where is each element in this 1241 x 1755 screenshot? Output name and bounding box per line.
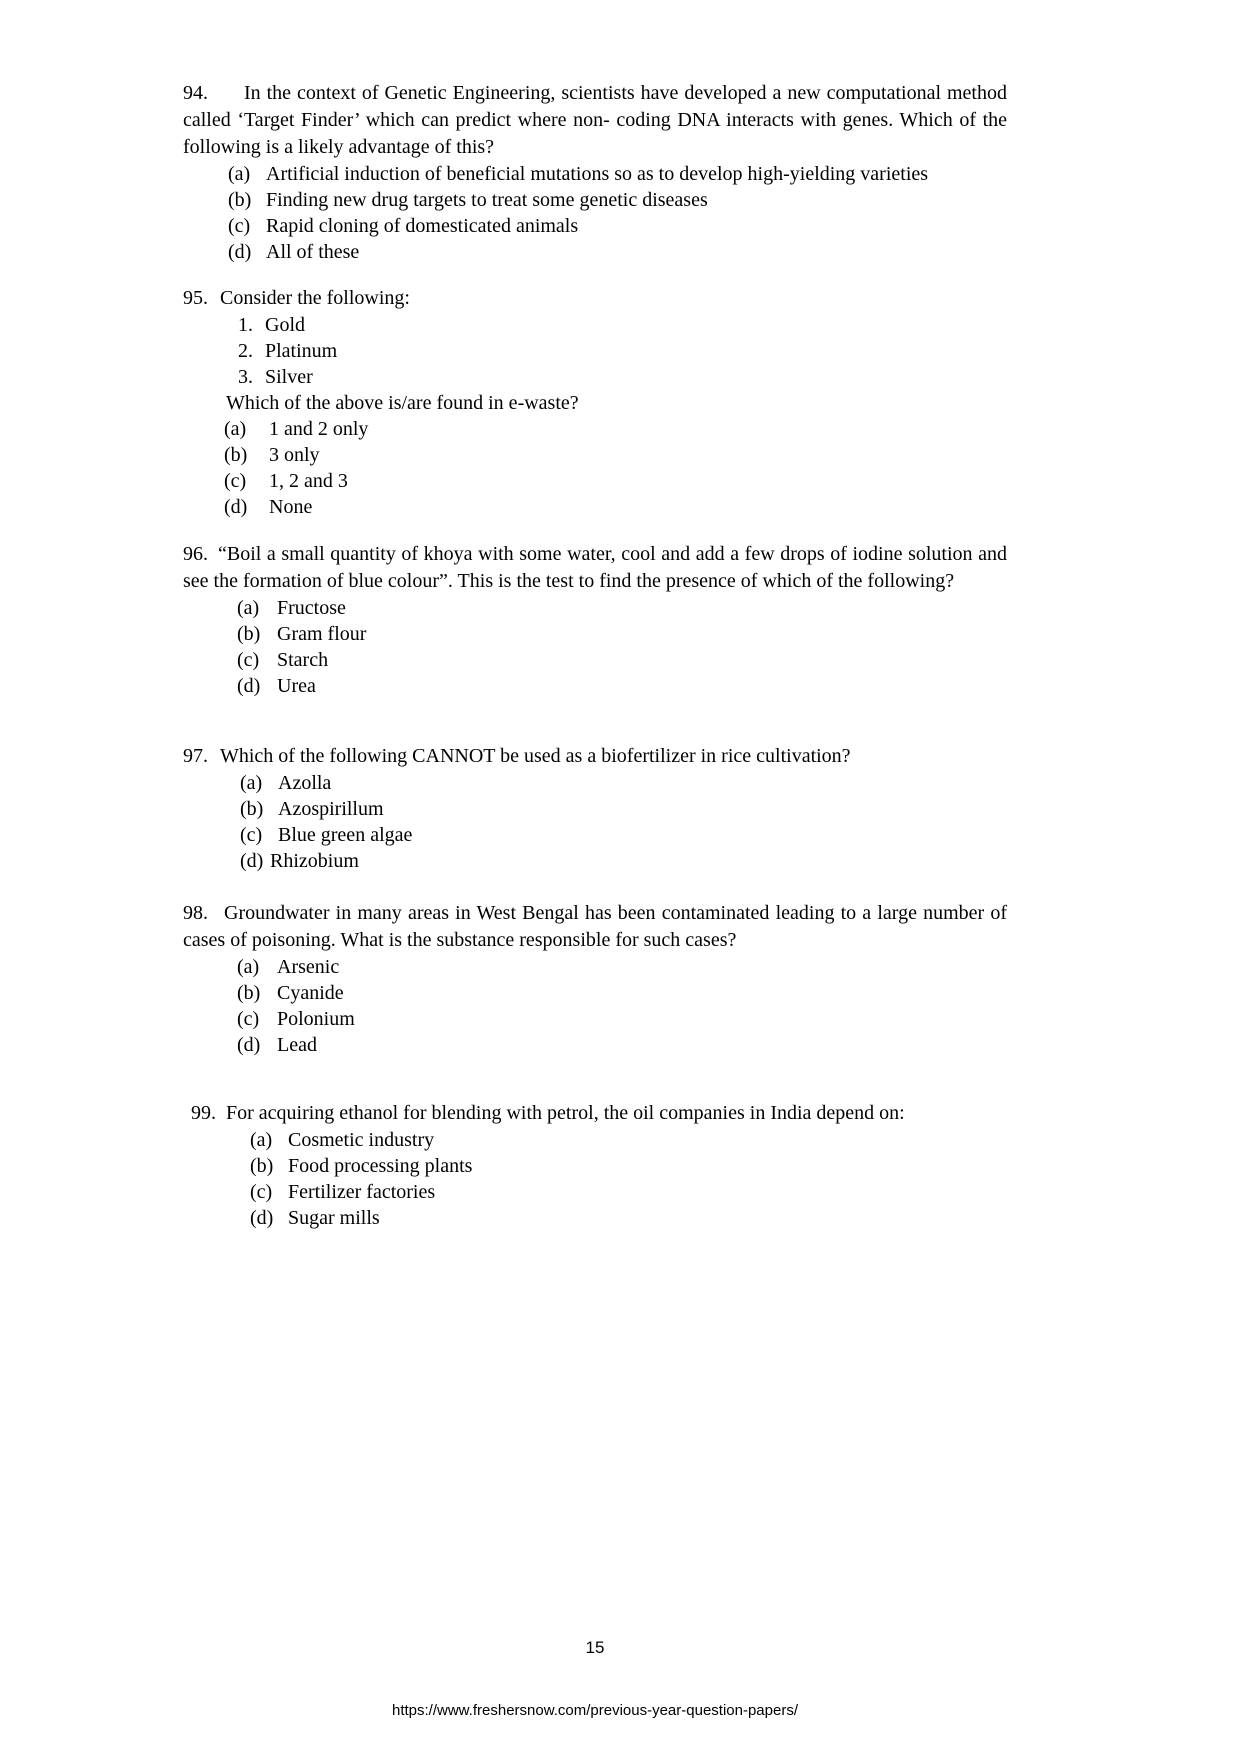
option-b [228,187,1007,213]
question-number: 95. [183,287,208,309]
option-c [224,468,1007,494]
option-b [240,796,1007,822]
option-text: Polonium [277,1008,355,1030]
list-item-3 [238,364,1007,390]
option-label: (d) [240,850,264,872]
list-item-label: 1. [238,314,253,336]
option-label: (a) [224,418,247,440]
option-d [240,848,1007,874]
option-a [224,416,1007,442]
option-d [237,1032,1007,1058]
question-body: “Boil a small quantity of khoya with some water, cool and add a few drops of iodine solution and see the formation of blue colour”. This is the test to find the presence of which of the following? [183,543,1007,592]
option-a [240,770,1007,796]
list-item-label: 3. [238,366,253,388]
option-c [228,213,1007,239]
question-98 [183,900,1007,1058]
question-99 [191,1100,1007,1231]
question-96 [183,541,1007,699]
option-label: (d) [237,1034,261,1056]
option-text: Rapid cloning of domesticated animals [266,215,579,237]
number-gap [208,918,224,919]
option-label: (b) [240,798,264,820]
list-item-label: 2. [238,340,253,362]
option-label: (a) [250,1129,273,1151]
question-96-text [183,541,1007,595]
option-c [237,1006,1007,1032]
question-98-text [183,900,1007,954]
question-number: 98. [183,902,208,924]
question-98-options [183,954,1007,1058]
option-label: (b) [237,623,261,645]
option-text: Food processing plants [288,1155,473,1177]
option-label: (c) [237,649,260,671]
option-text: Rhizobium [270,850,359,872]
option-label: (a) [228,163,251,185]
question-94-options [183,161,1007,265]
footer-url-link[interactable]: https://www.freshersnow.com/previous-year-question-papers/ [391,1702,798,1719]
option-label: (b) [228,189,252,211]
option-text: Arsenic [277,956,340,978]
option-label: (b) [237,982,261,1004]
option-label: (c) [224,470,247,492]
option-a [250,1127,1007,1153]
option-d [250,1205,1007,1231]
option-text: Artificial induction of beneficial mutations so as to develop high-yielding varieties [266,163,929,185]
list-item-text: Silver [265,366,313,388]
question-99-text [191,1100,1007,1127]
number-gap [208,303,220,304]
question-94-text [183,80,1007,161]
option-text: All of these [266,241,360,263]
option-label: (d) [224,496,248,518]
question-95-text [183,285,1007,312]
question-body: Which of the following CANNOT be used as a biofertilizer in rice cultivation? [220,745,851,767]
option-text: None [269,496,313,518]
option-label: (d) [250,1207,274,1229]
option-c [250,1179,1007,1205]
question-95-subquestion: Which of the above is/are found in e-waste? [226,392,579,414]
question-body: For acquiring ethanol for blending with petrol, the oil companies in India depend on: [226,1102,905,1124]
option-text: Finding new drug targets to treat some genetic diseases [266,189,708,211]
option-text: Cosmetic industry [288,1129,435,1151]
option-d [228,239,1007,265]
list-item-text: Platinum [265,340,338,362]
question-95-list [183,312,1007,390]
option-label: (b) [224,444,248,466]
option-label: (c) [228,215,251,237]
option-b [237,980,1007,1006]
option-text: Lead [277,1034,317,1056]
option-label: (b) [250,1155,274,1177]
option-label: (c) [237,1008,260,1030]
number-gap [216,1118,226,1119]
question-body: Consider the following: [220,287,410,309]
option-a [228,161,1007,187]
number-gap [208,559,218,560]
option-text: 1 and 2 only [269,418,369,440]
option-text: Azospirillum [278,798,384,820]
page-number: 15 [585,1638,605,1657]
option-d [237,673,1007,699]
option-label: (a) [240,772,263,794]
question-95-options [183,416,1007,520]
question-body: Groundwater in many areas in West Bengal has been contaminated leading to a large number of cases of poisoning. What is the substance responsible for such cases? [183,902,1007,951]
option-text: Blue green algae [278,824,413,846]
question-95 [183,285,1007,520]
list-item-2 [238,338,1007,364]
question-97-text [183,743,1007,770]
question-number: 99. [191,1102,216,1124]
option-label: (c) [240,824,263,846]
question-number: 94. [183,82,208,104]
question-number: 97. [183,745,208,767]
list-item-text: Gold [265,314,305,336]
option-text: Starch [277,649,329,671]
question-paper-content [183,80,1007,1231]
number-gap [208,98,244,99]
question-97 [183,743,1007,874]
option-b [250,1153,1007,1179]
question-number: 96. [183,543,208,565]
option-text: 3 only [269,444,320,466]
option-c [240,822,1007,848]
option-text: Cyanide [277,982,344,1004]
option-a [237,595,1007,621]
option-c [237,647,1007,673]
number-gap [208,761,220,762]
option-label: (d) [237,675,261,697]
option-text: Azolla [278,772,332,794]
option-text: Urea [277,675,316,697]
question-97-options [183,770,1007,874]
option-b [237,621,1007,647]
option-a [237,954,1007,980]
question-94 [183,80,1007,265]
option-text: Fructose [277,597,346,619]
option-text: Sugar mills [288,1207,380,1229]
option-label: (d) [228,241,252,263]
question-96-options [183,595,1007,699]
option-label: (a) [237,956,260,978]
list-item-1 [238,312,1007,338]
option-label: (a) [237,597,260,619]
option-text: Gram flour [277,623,367,645]
option-b [224,442,1007,468]
question-body: In the context of Genetic Engineering, scientists have developed a new computational method called ‘Target Finder’ which can predict where non- coding DNA interacts with genes. Which of the following is a likely advantage of this? [183,82,1007,158]
option-text: Fertilizer factories [288,1181,436,1203]
question-99-options [191,1127,1007,1231]
option-d [224,494,1007,520]
option-label: (c) [250,1181,273,1203]
option-text: 1, 2 and 3 [269,470,348,492]
